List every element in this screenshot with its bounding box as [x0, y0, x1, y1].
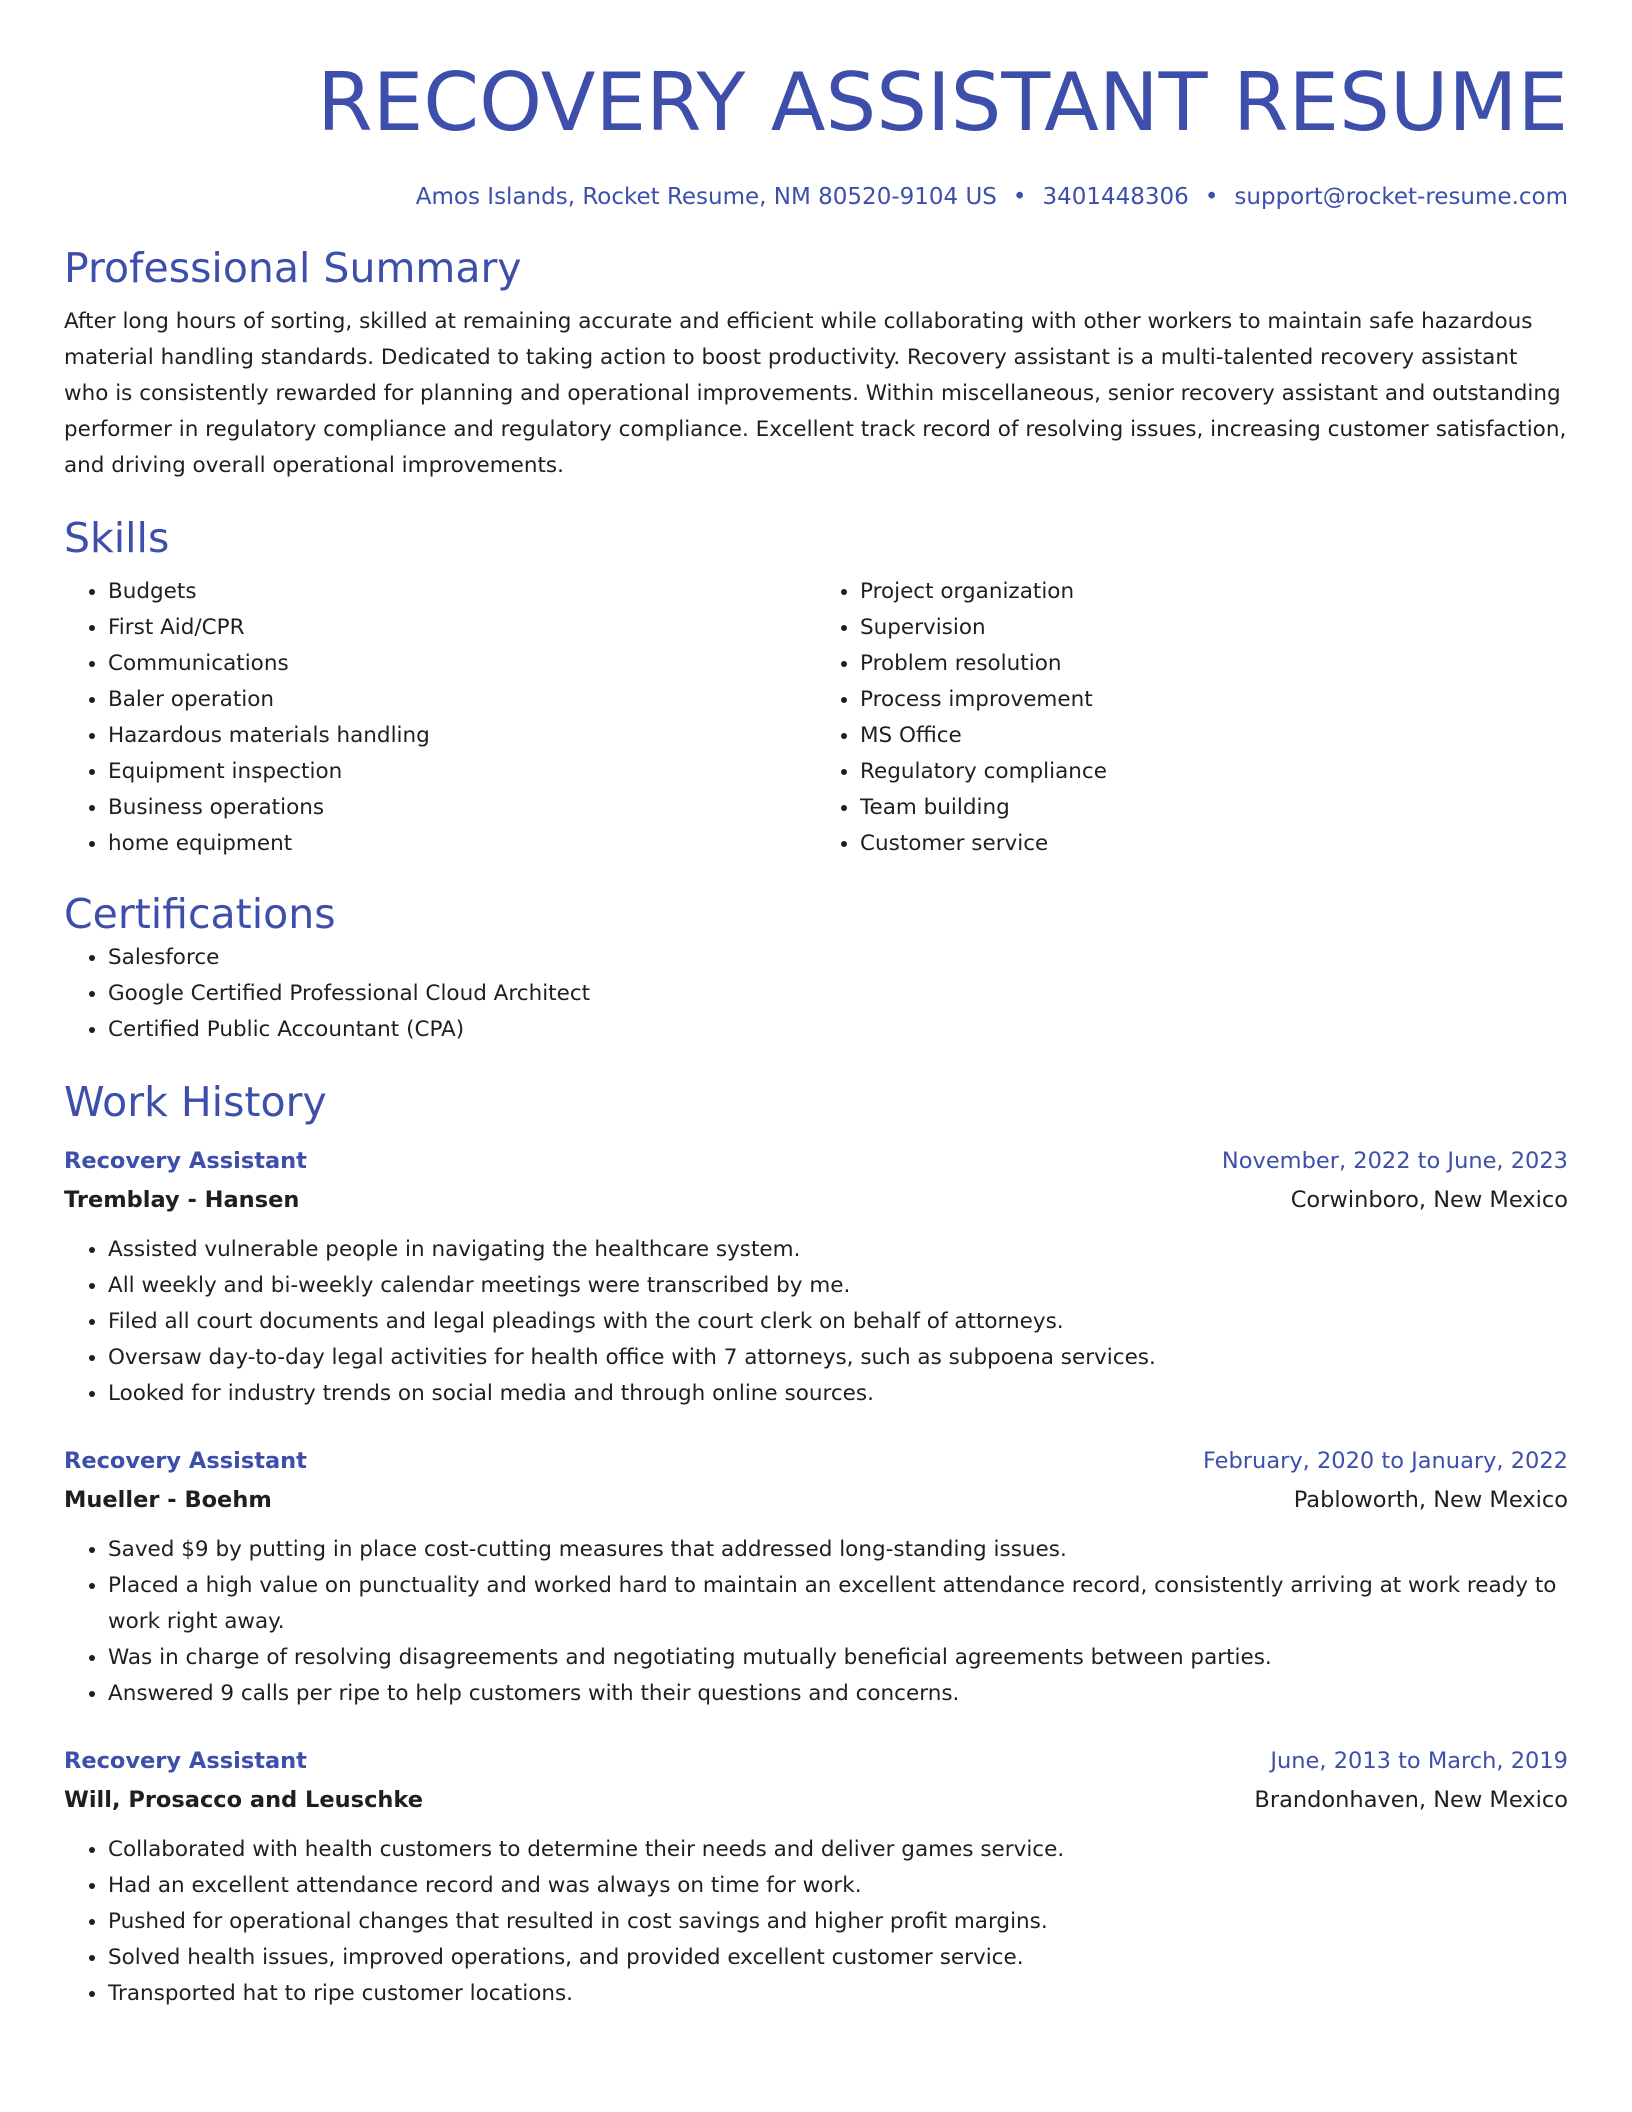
- job-dates: November, 2022 to June, 2023: [1221, 1148, 1568, 1174]
- job-header-row: [64, 1442, 1568, 1480]
- job-bullet: • Solved health issues, improved operations, and provided excellent customer service.: [108, 1940, 1568, 1976]
- job-bullets: [64, 1832, 1568, 2012]
- skill-item: • Communications: [108, 646, 816, 682]
- job-dates: June, 2013 to March, 2019: [1270, 1748, 1568, 1774]
- separator-dot: •: [1204, 184, 1219, 210]
- job-bullet: • Looked for industry trends on social media and through online sources.: [108, 1376, 1568, 1412]
- job-bullet: • Transported hat to ripe customer locations.: [108, 1976, 1568, 2012]
- job-bullet: • Had an excellent attendance record and was always on time for work.: [108, 1868, 1568, 1904]
- skill-item: • MS Office: [860, 718, 1568, 754]
- section-title-summary: Professional Summary: [64, 244, 522, 292]
- job-entry: [64, 1442, 1568, 1712]
- skill-item: • Process improvement: [860, 682, 1568, 718]
- job-header-row: [64, 1742, 1568, 1780]
- section-title-certifications: Certifications: [64, 890, 336, 938]
- certification-item: • Google Certified Professional Cloud Architect: [108, 976, 1568, 1012]
- skill-item: • Regulatory compliance: [860, 754, 1568, 790]
- skill-item: • Hazardous materials handling: [108, 718, 816, 754]
- job-bullets: [64, 1232, 1568, 1412]
- job-dates: February, 2020 to January, 2022: [1202, 1448, 1568, 1474]
- certification-item: • Salesforce: [108, 940, 1568, 976]
- job-title: Recovery Assistant: [64, 1148, 307, 1174]
- skill-item: • First Aid/CPR: [108, 610, 816, 646]
- skills-column-right: [816, 574, 1568, 862]
- job-bullets: [64, 1532, 1568, 1712]
- skill-item: • Equipment inspection: [108, 754, 816, 790]
- job-bullet: • Answered 9 calls per ripe to help customers with their questions and concerns.: [108, 1676, 1568, 1712]
- job-bullet: • Saved $9 by putting in place cost-cutting measures that addressed long-standing issues.: [108, 1532, 1568, 1568]
- certification-item: • Certified Public Accountant (CPA): [108, 1012, 1568, 1048]
- email-address: support@rocket-resume.com: [1234, 184, 1568, 210]
- job-company-row: [64, 1480, 1568, 1520]
- job-company-row: [64, 1180, 1568, 1220]
- job-company: Mueller - Boehm: [64, 1487, 272, 1513]
- contact-line: [64, 180, 1568, 214]
- address: Amos Islands, Rocket Resume, NM 80520-9104 US: [415, 184, 997, 210]
- job-company-row: [64, 1780, 1568, 1820]
- skill-item: • Problem resolution: [860, 646, 1568, 682]
- resume-header: [64, 0, 1568, 214]
- job-company: Tremblay - Hansen: [64, 1187, 300, 1213]
- skill-item: • Business operations: [108, 790, 816, 826]
- job-title: Recovery Assistant: [64, 1748, 307, 1774]
- resume-title: RECOVERY ASSISTANT RESUME: [317, 56, 1568, 149]
- skill-item: • Baler operation: [108, 682, 816, 718]
- summary-text: After long hours of sorting, skilled at remaining accurate and efficient while collaborating with other workers to maintain safe hazardous material handling standards. Dedicated to taking action to boost productivity. Recovery assistant is a multi-talented recovery assistant who is consistently rewarded for planning and operational improvements. Within miscellaneous, senior recovery assistant and outstanding performer in regulatory compliance and regulatory compliance. Excellent track record of resolving issues, increasing customer satisfaction, and driving overall operational improvements.: [64, 309, 1567, 478]
- phone-number: 3401448306: [1042, 184, 1189, 210]
- separator-dot: •: [1012, 184, 1027, 210]
- job-bullet: • Oversaw day-to-day legal activities for health office with 7 attorneys, such as subpoena services.: [108, 1340, 1568, 1376]
- skill-item: • Customer service: [860, 826, 1568, 862]
- job-bullet: • Was in charge of resolving disagreements and negotiating mutually beneficial agreements between parties.: [108, 1640, 1568, 1676]
- skills-list: [64, 574, 1568, 862]
- skill-item: • Supervision: [860, 610, 1568, 646]
- job-title: Recovery Assistant: [64, 1448, 307, 1474]
- skill-item: • Project organization: [860, 574, 1568, 610]
- section-title-skills: Skills: [64, 514, 170, 562]
- job-bullet: • Assisted vulnerable people in navigating the healthcare system.: [108, 1232, 1568, 1268]
- skills-column-left: [64, 574, 816, 862]
- job-bullet: • Filed all court documents and legal pleadings with the court clerk on behalf of attorneys.: [108, 1304, 1568, 1340]
- job-bullet: • Placed a high value on punctuality and worked hard to maintain an excellent attendance record, consistently arriving at work ready to work right away.: [108, 1568, 1568, 1640]
- skill-item: • Budgets: [108, 574, 816, 610]
- job-location: Pabloworth, New Mexico: [1293, 1487, 1568, 1513]
- job-location: Brandonhaven, New Mexico: [1254, 1787, 1568, 1813]
- skill-item: • home equipment: [108, 826, 816, 862]
- section-title-work-history: Work History: [64, 1078, 327, 1126]
- job-bullet: • All weekly and bi-weekly calendar meetings were transcribed by me.: [108, 1268, 1568, 1304]
- job-header-row: [64, 1142, 1568, 1180]
- job-location: Corwinboro, New Mexico: [1290, 1187, 1568, 1213]
- job-bullet: • Pushed for operational changes that resulted in cost savings and higher profit margins.: [108, 1904, 1568, 1940]
- job-bullet: • Collaborated with health customers to determine their needs and deliver games service.: [108, 1832, 1568, 1868]
- job-entry: [64, 1742, 1568, 2012]
- certifications-list: [64, 940, 1568, 1048]
- skill-item: • Team building: [860, 790, 1568, 826]
- job-entry: [64, 1142, 1568, 1412]
- job-company: Will, Prosacco and Leuschke: [64, 1787, 424, 1813]
